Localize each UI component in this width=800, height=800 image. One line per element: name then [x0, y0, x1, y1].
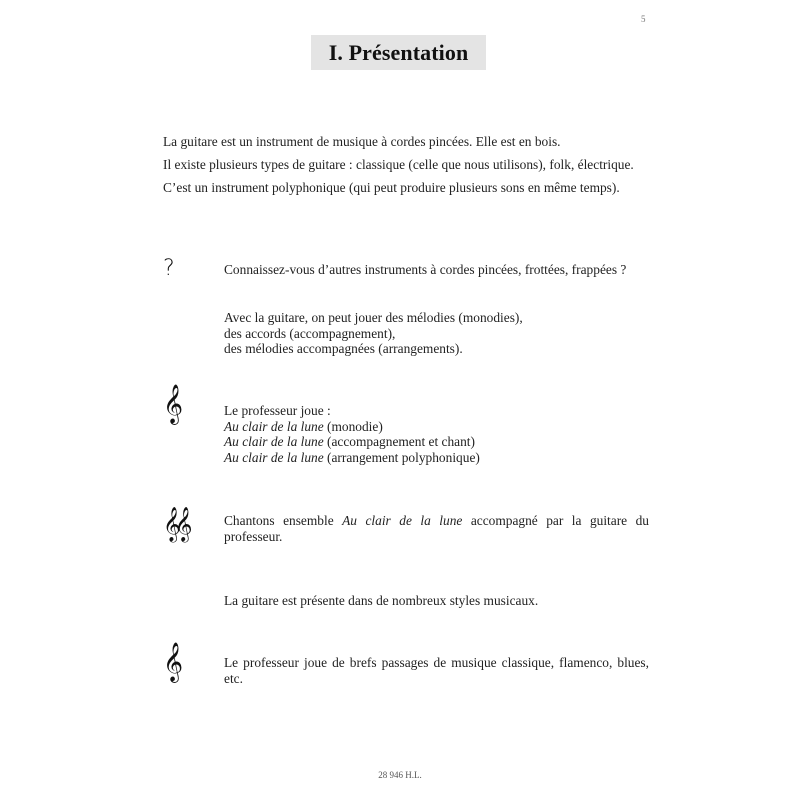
- teacher-excerpts-text: Le professeur joue de brefs passages de musique classique, flamenco, blues, etc.: [224, 655, 649, 686]
- section-title-box: [311, 35, 486, 70]
- question-block: [163, 258, 649, 288]
- piece-title: Au clair de la lune: [224, 418, 324, 434]
- piece-title: Au clair de la lune: [224, 449, 324, 465]
- treble-clef-icon: 𝄞: [163, 642, 184, 682]
- sing-together-block: [163, 505, 649, 555]
- question-text: Connaissez-vous d’autres instruments à cordes pincées, frottées, frappées ?: [224, 262, 627, 277]
- styles-text: La guitare est présente dans de nombreux styles musicaux.: [224, 593, 539, 608]
- uses-line: des accords (accompagnement),: [224, 325, 396, 341]
- piece-note: (arrangement polyphonique): [323, 449, 480, 465]
- intro-paragraph: [163, 130, 663, 199]
- teacher-excerpts-block: [163, 642, 649, 692]
- question-mark-icon: ?: [163, 256, 175, 281]
- sing-together-text: Chantons ensemble Au clair de la lune accompagné par la guitare du professeur.: [224, 513, 650, 544]
- intro-line: C’est un instrument polyphonique (qui peut produire plusieurs sons en même temps).: [163, 180, 620, 195]
- page-title: I. Présentation: [328, 39, 469, 65]
- piece-item: [224, 419, 649, 435]
- styles-block: [163, 593, 649, 613]
- intro-line: Il existe plusieurs types de guitare : classique (celle que nous utilisons), folk, électrique.: [163, 157, 634, 172]
- page-number: 5: [641, 14, 646, 24]
- uses-line: Avec la guitare, on peut jouer des mélodies (monodies),: [224, 310, 523, 325]
- piece-item: [224, 434, 649, 450]
- piece-title: Au clair de la lune: [342, 513, 463, 528]
- uses-line: des mélodies accompagnées (arrangements).: [224, 341, 463, 356]
- guitar-uses-block: [163, 310, 649, 360]
- teacher-plays-block: [163, 384, 649, 469]
- treble-clef-icon: 𝄞: [163, 384, 184, 424]
- teacher-plays-heading: Le professeur joue :: [224, 403, 331, 418]
- piece-note: (monodie): [323, 418, 383, 434]
- piece-item: [224, 450, 649, 466]
- page-footer-reference: 28 946 H.L.: [378, 770, 422, 780]
- piece-title: Au clair de la lune: [224, 434, 324, 449]
- piece-note: (accompagnement et chant): [323, 434, 475, 449]
- intro-line: La guitare est un instrument de musique à cordes pincées. Elle est en bois.: [163, 134, 561, 149]
- double-treble-clef-icon: 𝄞𝄞: [163, 507, 187, 542]
